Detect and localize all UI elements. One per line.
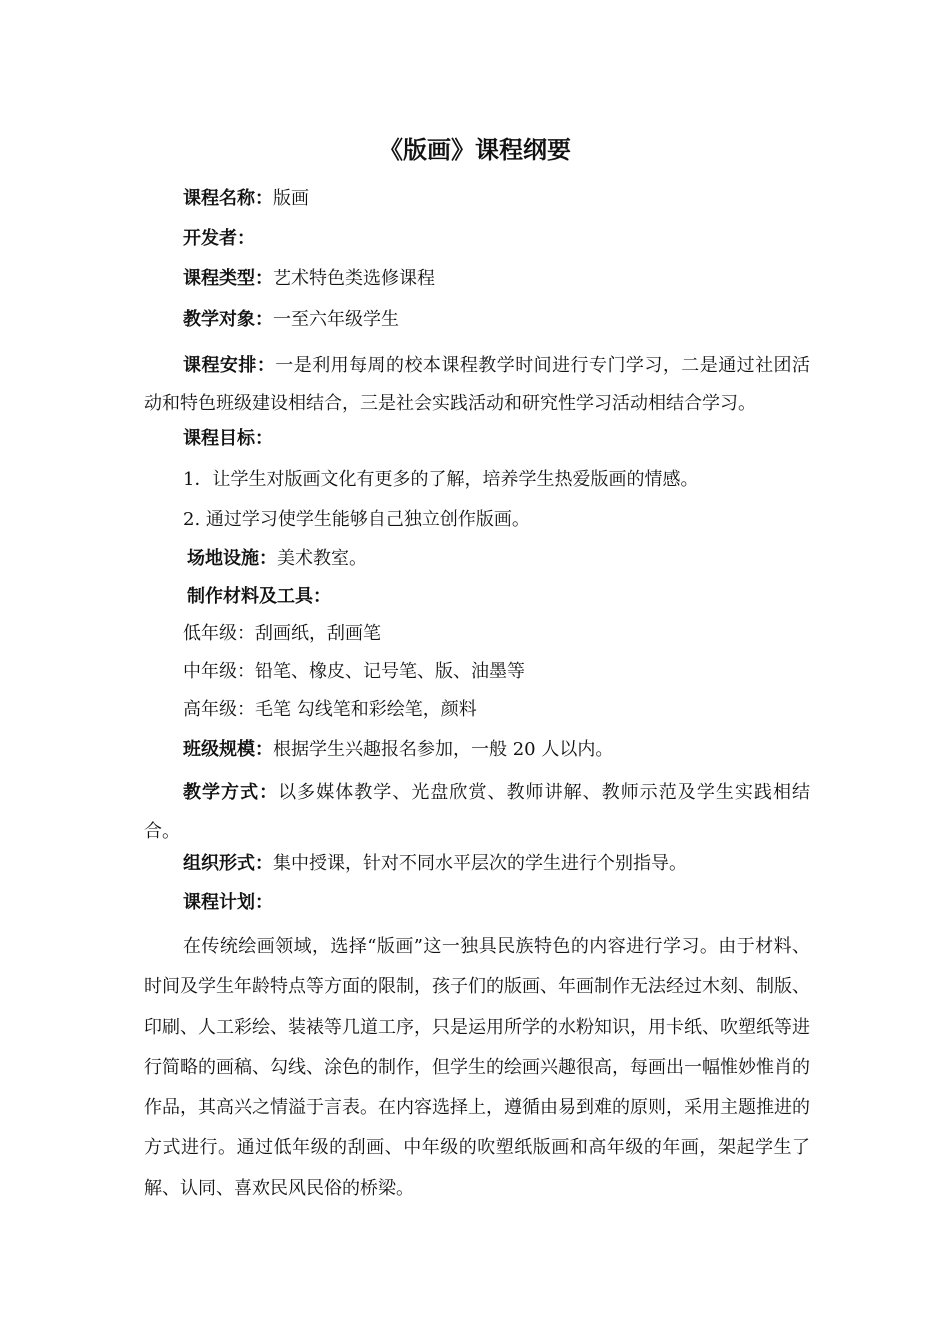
goals-label: 课程目标： — [183, 428, 273, 449]
course-type-label: 课程类型： — [183, 268, 273, 289]
materials-item-low-grade: 低年级：刮画纸，刮画笔 — [183, 623, 381, 644]
organization-value: 集中授课，针对不同水平层次的学生进行个别指导。 — [273, 853, 687, 874]
teaching-method-label: 教学方式： — [183, 782, 279, 803]
developer-label: 开发者： — [183, 228, 255, 249]
class-size-label: 班级规模： — [183, 739, 273, 760]
goals-heading — [183, 426, 273, 452]
course-type-value: 艺术特色类选修课程 — [273, 268, 435, 289]
target-row — [183, 307, 399, 333]
class-size-row — [183, 737, 613, 763]
venue-row — [187, 546, 367, 572]
organization-row — [183, 851, 687, 877]
developer-row — [183, 226, 255, 252]
document-title: 《版画》课程纲要 — [379, 136, 571, 164]
organization-label: 组织形式： — [183, 853, 273, 874]
materials-item-high-grade: 高年级：毛笔 勾线笔和彩绘笔，颜料 — [183, 699, 477, 720]
goal-item: 2. 通过学习使学生能够自己独立创作版画。 — [183, 509, 530, 530]
teaching-method-paragraph — [144, 773, 810, 851]
schedule-label: 课程安排： — [183, 355, 276, 376]
schedule-paragraph — [144, 347, 810, 423]
target-value: 一至六年级学生 — [273, 309, 399, 330]
materials-item-mid-grade: 中年级：铅笔、橡皮、记号笔、版、油墨等 — [183, 661, 525, 682]
plan-label: 课程计划： — [183, 892, 273, 913]
course-name-row — [183, 186, 309, 212]
teaching-method-value: 以多媒体教学、光盘欣赏、教师讲解、教师示范及学生实践相结合。 — [144, 782, 810, 842]
goal-item: 1．让学生对版画文化有更多的了解，培养学生热爱版画的情感。 — [183, 469, 699, 490]
venue-value: 美术教室。 — [277, 548, 367, 569]
materials-heading — [187, 584, 331, 610]
plan-heading — [183, 890, 273, 916]
course-name-label: 课程名称： — [183, 188, 273, 209]
target-label: 教学对象： — [183, 309, 273, 330]
materials-label: 制作材料及工具： — [187, 586, 331, 607]
venue-label: 场地设施： — [187, 548, 277, 569]
class-size-value: 根据学生兴趣报名参加，一般 20 人以内。 — [273, 739, 614, 760]
course-type-row — [183, 266, 435, 292]
schedule-value: 一是利用每周的校本课程教学时间进行专门学习，二是通过社团活动和特色班级建设相结合，三是社会实践活动和研究性学习活动相结合学习。 — [144, 355, 811, 414]
plan-body: 在传统绘画领域，选择“版画”这一独具民族特色的内容进行学习。由于材料、时间及学生年龄特点等方面的限制，孩子们的版画、年画制作无法经过木刻、制版、印刷、人工彩绘、装裱等几道工序，只是运用所学的水粉知识，用卡纸、吹塑纸等进行简略的画稿、勾线、涂色的制作，但学生的绘画兴趣很高，每画出一幅惟妙惟肖的作品，其高兴之情溢于言表。在内容选择上，遵循由易到难的原则，采用主题推进的方式进行。通过低年级的刮画、中年级的吹塑纸版画和高年级的年画，架起学生了解、认同、喜欢民风民俗的桥梁。 — [144, 936, 810, 1199]
course-name-value: 版画 — [273, 188, 309, 209]
